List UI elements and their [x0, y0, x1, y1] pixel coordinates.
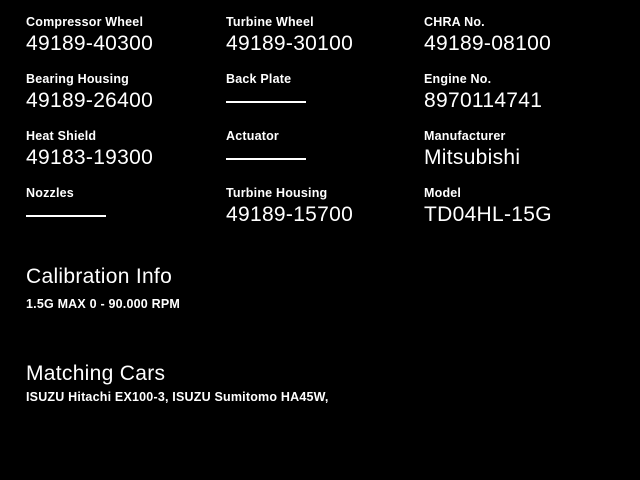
spec-value: 49189-15700: [226, 203, 354, 226]
spec-item-engine-no: [424, 71, 620, 128]
spec-value: Mitsubishi: [424, 146, 521, 169]
calibration-title: Calibration Info: [26, 265, 173, 288]
spec-item-heat-shield: [26, 128, 226, 185]
spec-item-turbine-wheel: [226, 14, 424, 71]
spec-value-empty: [226, 87, 424, 114]
spec-item-chra-no: [424, 14, 620, 71]
spec-label: Compressor Wheel: [26, 15, 144, 29]
matching-cars-title: Matching Cars: [26, 362, 166, 385]
spec-item-compressor-wheel: [26, 14, 226, 71]
spec-label: Bearing Housing: [26, 72, 130, 86]
spec-label: Turbine Housing: [226, 186, 328, 200]
spec-value: 49189-08100: [424, 32, 552, 55]
spec-label: Back Plate: [226, 72, 292, 86]
spec-label: Engine No.: [424, 72, 492, 86]
empty-value-dash-icon: [226, 158, 306, 160]
calibration-text: 1.5G MAX 0 - 90.000 RPM: [26, 297, 180, 311]
spec-item-turbine-housing: [226, 185, 424, 242]
spec-value: 49183-19300: [26, 146, 154, 169]
spec-item-nozzles: [26, 185, 226, 242]
spec-item-actuator: [226, 128, 424, 185]
spec-value: 8970114741: [424, 89, 543, 112]
spec-value: 49189-30100: [226, 32, 354, 55]
spec-item-bearing-housing: [26, 71, 226, 128]
spec-label: Turbine Wheel: [226, 15, 314, 29]
matching-cars-section: [26, 361, 620, 406]
empty-value-dash-icon: [26, 215, 106, 217]
spec-label: Nozzles: [26, 186, 74, 200]
spec-label: Actuator: [226, 129, 279, 143]
spec-label: Manufacturer: [424, 129, 506, 143]
spec-value: 49189-40300: [26, 32, 154, 55]
spec-value: 49189-26400: [26, 89, 154, 112]
spec-value: TD04HL-15G: [424, 203, 552, 226]
spec-item-back-plate: [226, 71, 424, 128]
matching-cars-text: ISUZU Hitachi EX100-3, ISUZU Sumitomo HA45W,: [26, 390, 329, 404]
spec-label: CHRA No.: [424, 15, 485, 29]
spec-grid: [26, 14, 620, 242]
spec-label: Heat Shield: [26, 129, 97, 143]
spec-item-model: [424, 185, 620, 242]
empty-value-dash-icon: [226, 101, 306, 103]
spec-item-manufacturer: [424, 128, 620, 185]
spec-value-empty: [26, 201, 226, 228]
spec-label: Model: [424, 186, 462, 200]
spec-value-empty: [226, 144, 424, 171]
calibration-section: [26, 264, 620, 313]
